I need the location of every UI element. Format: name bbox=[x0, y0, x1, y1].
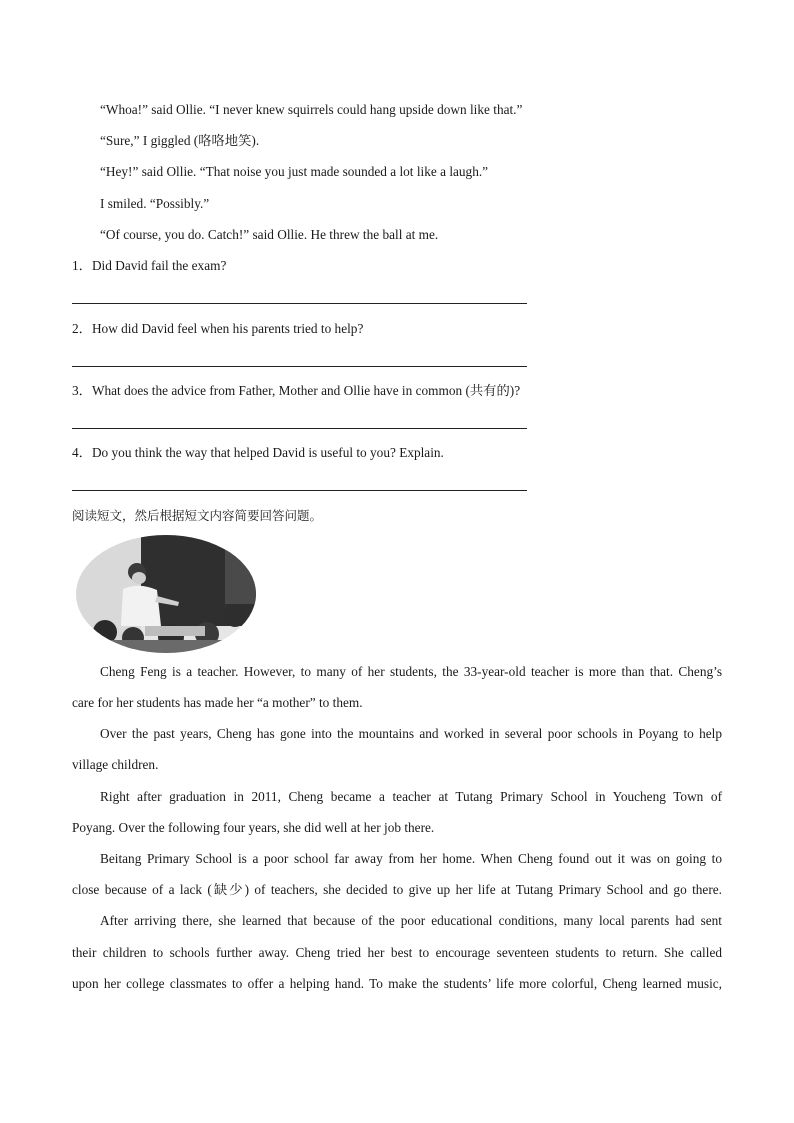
dialogue-line-3: “Hey!” said Ollie. “That noise you just made sounded a lot like a laugh.” bbox=[100, 164, 489, 179]
passage-line: Beitang Primary School is a poor school far away from her home. When Cheng found out it was on going to bbox=[100, 851, 722, 866]
classroom-photo bbox=[75, 534, 257, 654]
section-instruction: 阅读短文，然后根据短文内容简要回答问题。 bbox=[72, 508, 323, 523]
passage-line: their children to schools further away. Cheng tried her best to encourage seventeen students to return. She called bbox=[72, 945, 722, 960]
answer-line-2[interactable] bbox=[72, 366, 527, 367]
dialogue-line-5: “Of course, you do. Catch!” said Ollie. He threw the ball at me. bbox=[100, 227, 439, 242]
passage-line: close because of a lack (缺少) of teachers, she decided to give up her life at Tutang Primary School and go there. bbox=[72, 882, 722, 897]
answer-line-4[interactable] bbox=[72, 490, 527, 491]
question-1: 1．Did David fail the exam? bbox=[72, 258, 227, 273]
dialogue-line-2: “Sure,” I giggled (咯咯地笑). bbox=[100, 133, 260, 148]
passage-line: upon her college classmates to offer a helping hand. To make the students’ life more colorful, Cheng learned music, bbox=[72, 976, 722, 991]
question-2: 2．How did David feel when his parents tried to help? bbox=[72, 321, 364, 336]
passage-line: village children. bbox=[72, 757, 159, 772]
question-3: 3．What does the advice from Father, Mother and Ollie have in common (共有的)? bbox=[72, 383, 521, 398]
dialogue-line-1: “Whoa!” said Ollie. “I never knew squirrels could hang upside down like that.” bbox=[100, 102, 523, 117]
dialogue-line-4: I smiled. “Possibly.” bbox=[100, 196, 210, 211]
passage-line: Poyang. Over the following four years, she did well at her job there. bbox=[72, 820, 435, 835]
passage-line: After arriving there, she learned that because of the poor educational conditions, many local parents had sent bbox=[100, 913, 722, 928]
passage-line: Cheng Feng is a teacher. However, to many of her students, the 33-year-old teacher is more than that. Cheng’s bbox=[100, 664, 722, 679]
passage-line: Right after graduation in 2011, Cheng became a teacher at Tutang Primary School in Youcheng Town of bbox=[100, 789, 722, 804]
answer-line-1[interactable] bbox=[72, 303, 527, 304]
question-4: 4．Do you think the way that helped David is useful to you? Explain. bbox=[72, 445, 444, 460]
passage-line: Over the past years, Cheng has gone into the mountains and worked in several poor schools in Poyang to help bbox=[100, 726, 722, 741]
passage-line: care for her students has made her “a mother” to them. bbox=[72, 695, 363, 710]
answer-line-3[interactable] bbox=[72, 428, 527, 429]
